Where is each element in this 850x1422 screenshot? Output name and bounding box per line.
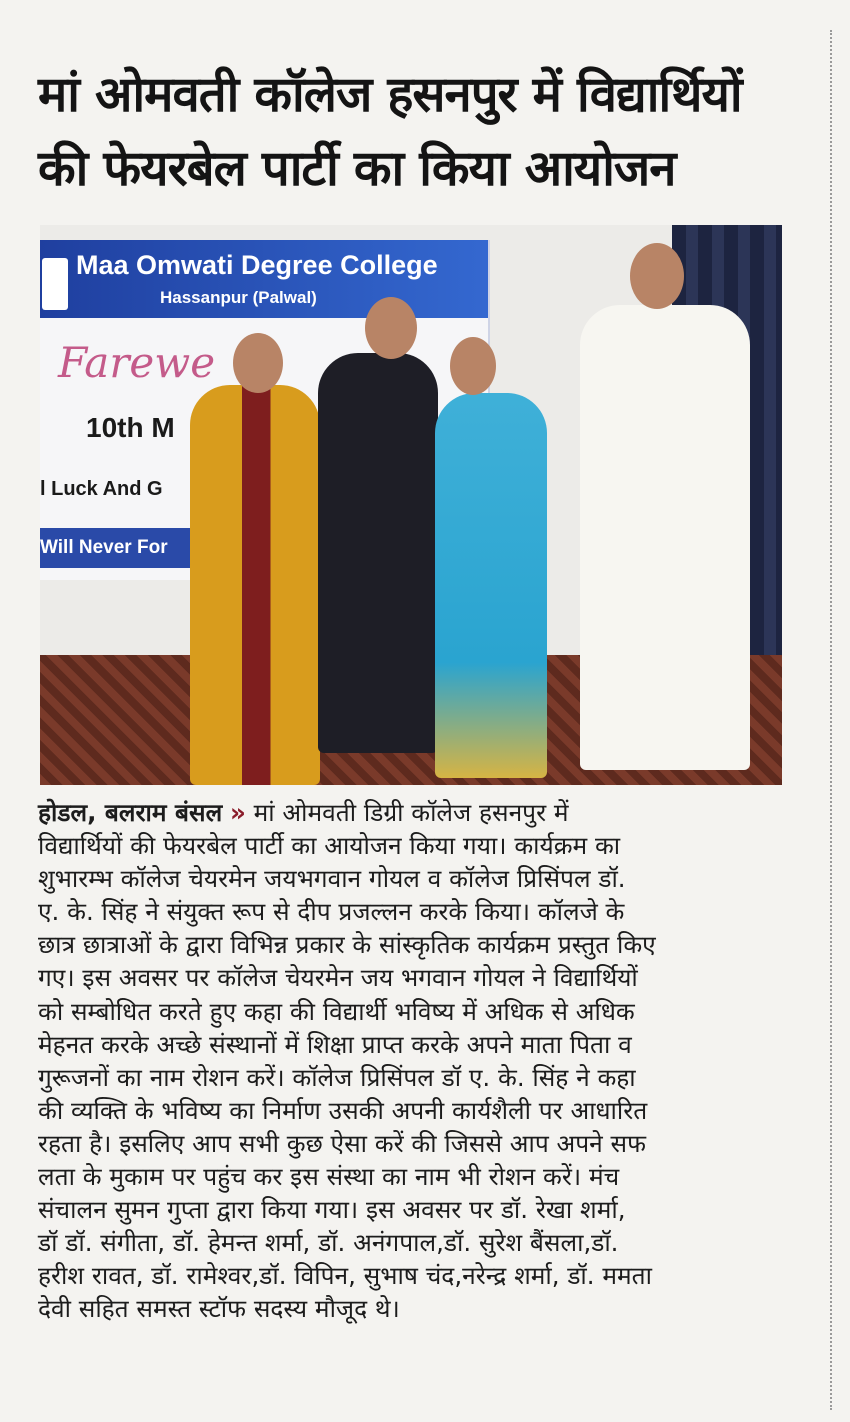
article-line: हरीश रावत, डॉ. रामेश्वर,डॉ. विपिन, सुभाष चंद,नरेन्द्र शर्मा, डॉ. ममता (38, 1261, 652, 1291)
person-head (450, 337, 496, 395)
headline-line-1: मां ओमवती कॉलेज हसनपुर में विद्यार्थियों (38, 66, 742, 123)
article-line: संचालन सुमन गुप्ता द्वारा किया गया। इस अवसर पर डॉ. रेखा शर्मा, (38, 1195, 626, 1225)
banner-subtitle: Hassanpur (Palwal) (160, 288, 317, 307)
person-man-white (580, 305, 750, 770)
person-head (630, 243, 684, 309)
article-line: की व्यक्ति के भविष्य का निर्माण उसकी अपनी कार्यशैली पर आधारित (38, 1095, 648, 1125)
article-line: डॉ डॉ. संगीता, डॉ. हेमन्त शर्मा, डॉ. अनंगपाल,डॉ. सुरेश बैंसला,डॉ. (38, 1228, 619, 1258)
banner-date: 10th M (86, 412, 175, 443)
article-line: ए. के. सिंह ने संयुक्त रूप से दीप प्रजल्लन करके किया। कॉलजे के (38, 897, 625, 927)
person-man-black (318, 353, 438, 753)
article-line (38, 796, 808, 829)
headline-line-2: की फेयरबेल पार्टी का किया आयोजन (38, 140, 676, 197)
article-line: लता के मुकाम पर पहुंच कर इस संस्था का नाम भी रोशन करें। मंच (38, 1162, 620, 1192)
article-text: मां ओमवती डिग्री कॉलेज हसनपुर में (245, 798, 569, 827)
banner-title: Maa Omwati Degree College (76, 250, 438, 280)
article-line: विद्यार्थियों की फेयरबेल पार्टी का आयोजन किया गया। कार्यक्रम का (38, 831, 621, 861)
article-line: रहता है। इसलिए आप सभी कुछ ऐसा करें की जिससे आप अपने सफ (38, 1128, 647, 1158)
event-photo (40, 225, 782, 785)
article-line: मेहनत करके अच्छे संस्थानों में शिक्षा प्राप्त करके अपने माता पिता व (38, 1029, 632, 1059)
article-line: गए। इस अवसर पर कॉलेज चेयरमेन जय भगवान गोयल ने विद्यार्थियों (38, 963, 638, 993)
banner-header (40, 240, 488, 318)
person-head (233, 333, 283, 393)
byline-marker: » (230, 798, 246, 827)
byline: होडल, बलराम बंसल (38, 798, 223, 827)
banner-farewell: Farewe (58, 338, 216, 387)
college-logo-icon (42, 258, 68, 310)
banner-luck: l Luck And G (40, 478, 163, 500)
column-divider (830, 30, 832, 1410)
article-line: छात्र छात्राओं के द्वारा विभिन्न प्रकार के सांस्कृतिक कार्यक्रम प्रस्तुत किए (38, 930, 656, 960)
article-body (38, 796, 808, 1326)
person-student-saree (435, 393, 547, 778)
article-line: शुभारम्भ कॉलेज चेयरमेन जयभगवान गोयल व कॉलेज प्रिसिंपल डॉ. (38, 864, 626, 894)
person-head (365, 297, 417, 359)
article-line: को सम्बोधित करते हुए कहा की विद्यार्थी भविष्य में अधिक से अधिक (38, 996, 635, 1026)
article-line: गुरूजनों का नाम रोशन करें। कॉलेज प्रिसिंपल डॉ ए. के. सिंह ने कहा (38, 1062, 636, 1092)
headline (38, 58, 818, 206)
banner-never: Will Never For (40, 528, 340, 568)
article-line: देवी सहित समस्त स्टॉफ सदस्य मौजूद थे। (38, 1294, 400, 1324)
person-woman-yellow (190, 385, 320, 785)
